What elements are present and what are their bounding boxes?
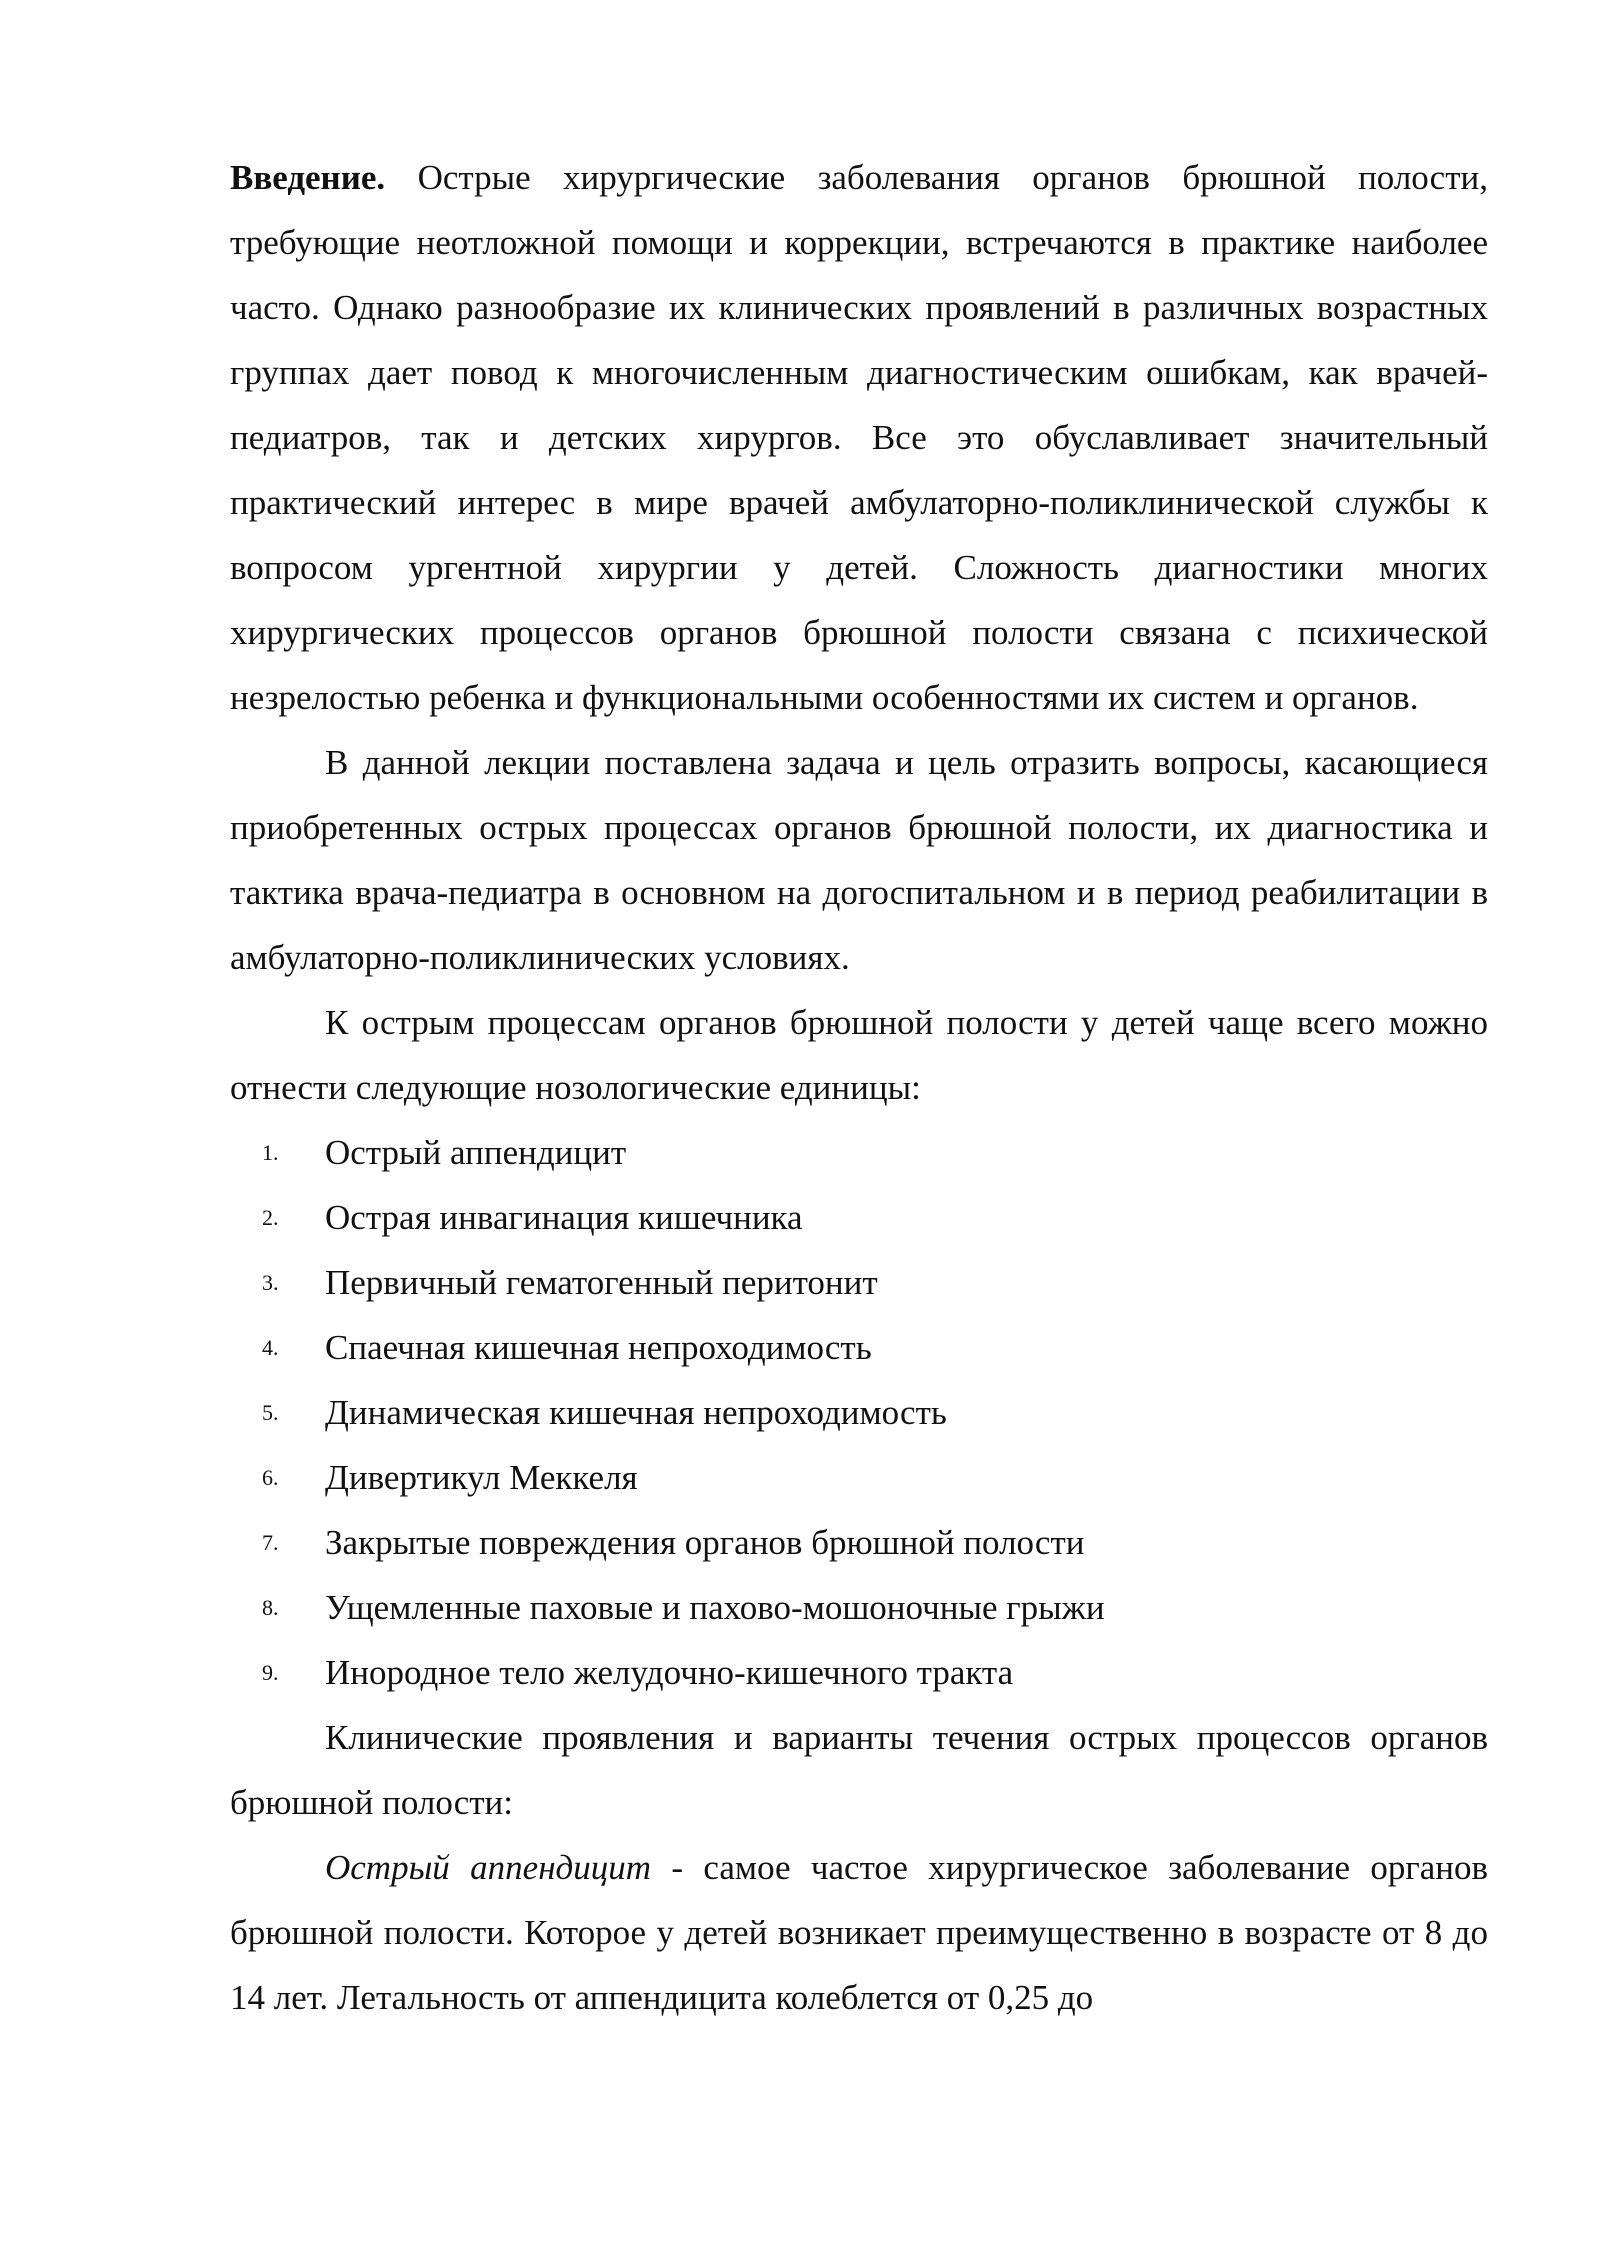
appendicitis-text: - самое частое хирургическое заболевание органов брюшной полости. Которое у детей возникает преимущественно в возрасте от 8 до 14 лет. Летальность от аппендицита колеблется от 0,25 до [230, 1848, 1489, 2017]
list-item-text: Острый аппендицит [325, 1133, 627, 1172]
list-item-number: 4. [262, 1335, 279, 1360]
list-item-text: Острая инвагинация кишечника [325, 1198, 803, 1237]
list-item [230, 1380, 1488, 1445]
clinical-intro-paragraph: Клинические проявления и варианты течения острых процессов органов брюшной полости: [230, 1718, 1488, 1822]
appendicitis-term: Острый аппендицит [325, 1848, 652, 1887]
nosology-list [230, 1120, 1488, 1705]
list-item-number: 8. [262, 1595, 279, 1620]
lecture-goal-paragraph: В данной лекции поставлена задача и цель отразить вопросы, касающиеся приобретенных острых процессах органов брюшной полости, их диагностика и тактика врача-педиатра в основном на догоспитальном и в период реабилитации в амбулаторно-поликлинических условиях. [230, 743, 1488, 977]
list-item-text: Спаечная кишечная непроходимость [325, 1328, 872, 1367]
list-item [230, 1575, 1488, 1640]
list-item-number: 7. [262, 1530, 279, 1555]
list-item [230, 1640, 1488, 1705]
list-item [230, 1315, 1488, 1380]
list-item [230, 1445, 1488, 1510]
appendicitis-paragraph [230, 1835, 1488, 2030]
list-item-number: 9. [262, 1660, 279, 1685]
list-item-text: Первичный гематогенный перитонит [325, 1263, 878, 1302]
list-item [230, 1510, 1488, 1575]
list-item-text: Дивертикул Меккеля [325, 1458, 638, 1497]
intro-text: Острые хирургические заболевания органов брюшной полости, требующие неотложной помощи и коррекции, встречаются в практике наиболее часто. Однако разнообразие их клинических проявлений в различных возрастных группах дает повод к многочисленным диагностическим ошибкам, как врачей-педиатров, так и детских хирургов. Все это обуславливает значительный практический интерес в мире врачей амбулаторно-поликлинической службы к вопросом ургентной хирургии у детей. Сложность диагностики многих хирургических процессов органов брюшной полости связана с психической незрелостью ребенка и функциональными особенностями их систем и органов. [230, 158, 1488, 717]
list-item-number: 3. [262, 1270, 279, 1295]
list-item-text: Ущемленные паховые и пахово-мошоночные грыжи [325, 1588, 1105, 1627]
list-item-text: Динамическая кишечная непроходимость [325, 1393, 947, 1432]
list-item-text: Закрытые повреждения органов брюшной полости [325, 1523, 1085, 1562]
list-item-text: Инородное тело желудочно-кишечного тракта [325, 1653, 1014, 1692]
nosology-intro-paragraph: К острым процессам органов брюшной полости у детей чаще всего можно отнести следующие нозологические единицы: [230, 1003, 1488, 1107]
list-item-number: 5. [262, 1400, 279, 1425]
list-item-number: 6. [262, 1465, 279, 1490]
intro-paragraph [230, 145, 1488, 730]
list-item-number: 1. [262, 1140, 279, 1165]
list-item-number: 2. [262, 1205, 279, 1230]
list-item [230, 1120, 1488, 1185]
list-item [230, 1250, 1488, 1315]
document-page [230, 145, 1488, 2030]
list-item [230, 1185, 1488, 1250]
intro-heading: Введение. [230, 158, 386, 197]
